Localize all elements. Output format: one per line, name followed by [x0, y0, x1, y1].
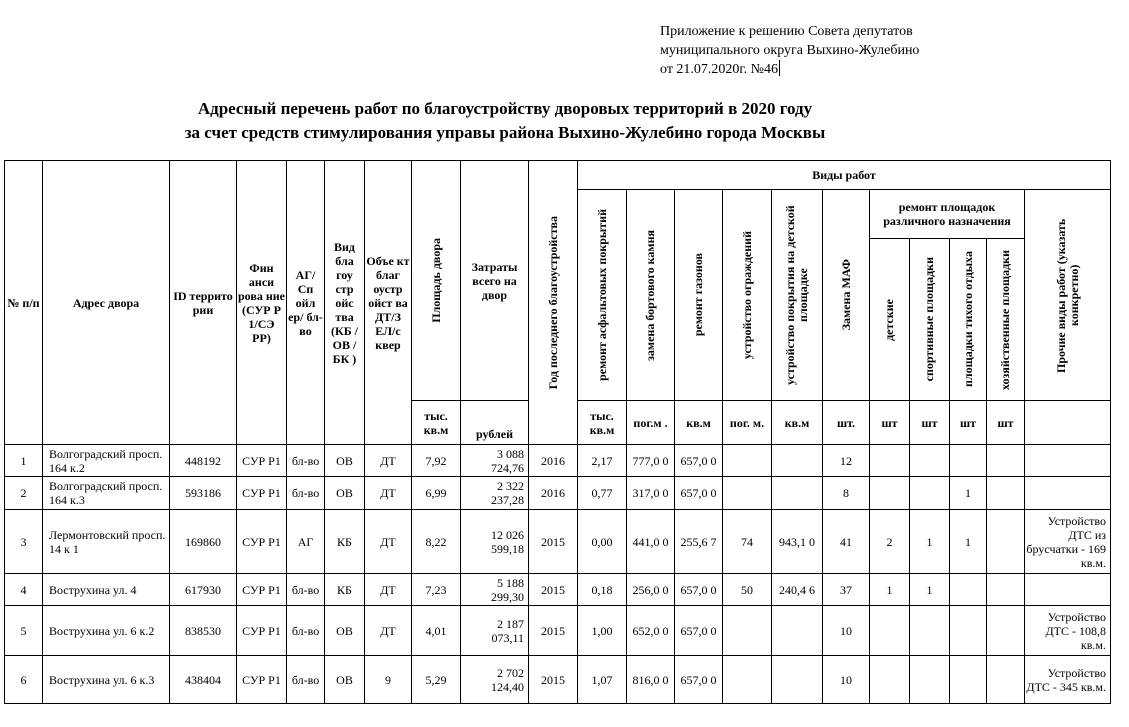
unit-quiet: шт — [950, 401, 987, 445]
cell-cost: 2 187 073,11 — [461, 606, 529, 656]
appendix-line-3 — [660, 60, 919, 79]
cell-finance: СУР Р1 — [237, 606, 287, 656]
text-cursor — [779, 60, 780, 76]
cell-playground-cover — [772, 445, 823, 477]
cell-object: ДТ — [365, 510, 412, 574]
cell-curb: 317,0 0 — [627, 477, 675, 510]
cell-fence — [723, 477, 772, 510]
header-playground-cover — [772, 190, 823, 401]
table-row — [5, 445, 1111, 477]
header-other-text: Прочие виды работ (указать конкретно) — [1053, 217, 1081, 373]
unit-fence: пог. м. — [723, 401, 772, 445]
header-quiet-text: площадки тихого отдыха — [960, 251, 975, 388]
cell-maf: 10 — [823, 606, 870, 656]
cell-num: 4 — [5, 574, 43, 606]
table-row — [5, 574, 1111, 606]
table-row — [5, 656, 1111, 704]
cell-playground-cover: 943,1 0 — [772, 510, 823, 574]
header-curb-text: замена бортового камня — [643, 229, 657, 361]
header-kids — [870, 239, 910, 401]
cell-type: ОВ — [325, 445, 365, 477]
cell-sport — [910, 606, 950, 656]
unit-household: шт — [987, 401, 1025, 445]
cell-kids: 1 — [870, 574, 910, 606]
cell-area: 7,23 — [412, 574, 461, 606]
cell-maf: 8 — [823, 477, 870, 510]
title-line-2: за счет средств стимулирования управы района Выхино-Жулебино города Москвы — [184, 123, 826, 142]
cell-object: ДТ — [365, 606, 412, 656]
cell-num: 6 — [5, 656, 43, 704]
cell-quiet — [950, 574, 987, 606]
cell-num: 5 — [5, 606, 43, 656]
cell-num: 1 — [5, 445, 43, 477]
cell-year: 2016 — [529, 477, 578, 510]
cell-maf: 37 — [823, 574, 870, 606]
appendix-line-2: муниципального округа Выхино-Жулебино — [660, 43, 920, 58]
cell-object: 9 — [365, 656, 412, 704]
cell-address: Волгоградский просп. 164 к.2 — [43, 445, 170, 477]
cell-kids — [870, 477, 910, 510]
cell-quiet — [950, 656, 987, 704]
table-row — [5, 477, 1111, 510]
cell-other — [1025, 477, 1111, 510]
cell-address: Вострухина ул. 6 к.2 — [43, 606, 170, 656]
header-fence — [723, 190, 772, 401]
header-finance: Фин анси рова ние (СУР Р 1/СЭ РР) — [237, 161, 287, 445]
cell-lawn: 657,0 0 — [675, 477, 723, 510]
cell-address: Волгоградский просп. 164 к.3 — [43, 477, 170, 510]
cell-fence — [723, 656, 772, 704]
cell-sport — [910, 445, 950, 477]
works-table — [4, 160, 1111, 704]
cell-type: ОВ — [325, 477, 365, 510]
cell-asphalt: 0,77 — [578, 477, 627, 510]
cell-sport — [910, 656, 950, 704]
appendix-note — [660, 22, 919, 79]
cell-year: 2016 — [529, 445, 578, 477]
header-kids-text: детские — [882, 298, 896, 341]
unit-maf: шт. — [823, 401, 870, 445]
cell-type: КБ — [325, 510, 365, 574]
header-id: ID террито рии — [170, 161, 237, 445]
cell-other — [1025, 574, 1111, 606]
cell-address: Вострухина ул. 6 к.3 — [43, 656, 170, 704]
cell-lawn: 255,6 7 — [675, 510, 723, 574]
cell-kids — [870, 656, 910, 704]
cell-household — [987, 510, 1025, 574]
header-area — [412, 161, 461, 401]
cell-num: 3 — [5, 510, 43, 574]
cell-curb: 256,0 0 — [627, 574, 675, 606]
cell-ag: бл-во — [287, 574, 325, 606]
header-cost: Затраты всего на двор — [461, 161, 529, 401]
cell-id: 438404 — [170, 656, 237, 704]
unit-sport: шт — [910, 401, 950, 445]
cell-cost: 3 088 724,76 — [461, 445, 529, 477]
cell-finance: СУР Р1 — [237, 477, 287, 510]
cell-lawn: 657,0 0 — [675, 656, 723, 704]
cell-object: ДТ — [365, 477, 412, 510]
cell-finance: СУР Р1 — [237, 445, 287, 477]
cell-id: 617930 — [170, 574, 237, 606]
header-lawn-text: ремонт газонов — [691, 253, 705, 337]
header-quiet — [950, 239, 987, 401]
cell-fence — [723, 606, 772, 656]
cell-address: Вострухина ул. 4 — [43, 574, 170, 606]
unit-playground-cover: кв.м — [772, 401, 823, 445]
cell-asphalt: 0,18 — [578, 574, 627, 606]
document-title — [0, 97, 1010, 145]
cell-sport — [910, 477, 950, 510]
cell-lawn: 657,0 0 — [675, 445, 723, 477]
cell-finance: СУР Р1 — [237, 574, 287, 606]
cell-type: ОВ — [325, 656, 365, 704]
cell-quiet: 1 — [950, 510, 987, 574]
header-maf — [823, 190, 870, 401]
cell-finance: СУР Р1 — [237, 510, 287, 574]
title-line-1: Адресный перечень работ по благоустройству дворовых территорий в 2020 году — [197, 99, 813, 118]
cell-other: Устройство ДТС из брусчатки - 169 кв.м. — [1025, 510, 1111, 574]
cell-year: 2015 — [529, 606, 578, 656]
cell-quiet — [950, 445, 987, 477]
cell-object: ДТ — [365, 574, 412, 606]
header-year-text: Год последнего благоустройства — [545, 215, 560, 390]
cell-sport: 1 — [910, 510, 950, 574]
table-row — [5, 606, 1111, 656]
cell-kids — [870, 445, 910, 477]
header-year — [529, 161, 578, 445]
header-sport-text: спортивные площадки — [922, 257, 936, 382]
cell-id: 838530 — [170, 606, 237, 656]
appendix-line-3-text: от 21.07.2020г. №46 — [660, 62, 778, 77]
header-address: Адрес двора — [43, 161, 170, 445]
cell-kids — [870, 606, 910, 656]
cell-household — [987, 574, 1025, 606]
table-body — [5, 445, 1111, 704]
header-asphalt — [578, 190, 627, 401]
cell-address: Лермонтовский просп. 14 к 1 — [43, 510, 170, 574]
cell-area: 7,92 — [412, 445, 461, 477]
cell-curb: 777,0 0 — [627, 445, 675, 477]
cell-id: 593186 — [170, 477, 237, 510]
cell-year: 2015 — [529, 656, 578, 704]
header-object: Объе кт благ оустр ойст ва ДТ/З ЕЛ/с квер — [365, 161, 412, 445]
cell-lawn: 657,0 0 — [675, 574, 723, 606]
header-type: Вид бла гоу стр ойс тва (КБ /ОВ /БК ) — [325, 161, 365, 445]
header-curb — [627, 190, 675, 401]
cell-cost: 2 702 124,40 — [461, 656, 529, 704]
cell-id: 169860 — [170, 510, 237, 574]
cell-finance: СУР Р1 — [237, 656, 287, 704]
cell-cost: 5 188 299,30 — [461, 574, 529, 606]
unit-asphalt: тыс. кв.м — [578, 401, 627, 445]
cell-id: 448192 — [170, 445, 237, 477]
cell-kids: 2 — [870, 510, 910, 574]
cell-ag: АГ — [287, 510, 325, 574]
cell-asphalt: 2,17 — [578, 445, 627, 477]
cell-curb: 816,0 0 — [627, 656, 675, 704]
header-sport — [910, 239, 950, 401]
cell-cost: 2 322 237,28 — [461, 477, 529, 510]
cell-type: КБ — [325, 574, 365, 606]
cell-fence — [723, 445, 772, 477]
cell-maf: 12 — [823, 445, 870, 477]
header-other — [1025, 190, 1111, 401]
cell-maf: 41 — [823, 510, 870, 574]
cell-curb: 652,0 0 — [627, 606, 675, 656]
cell-ag: бл-во — [287, 445, 325, 477]
unit-lawn: кв.м — [675, 401, 723, 445]
cell-asphalt: 0,00 — [578, 510, 627, 574]
cell-area: 4,01 — [412, 606, 461, 656]
header-household — [987, 239, 1025, 401]
cell-area: 8,22 — [412, 510, 461, 574]
cell-other — [1025, 445, 1111, 477]
cell-other: Устройство ДТС - 108,8 кв.м. — [1025, 606, 1111, 656]
header-work-types: Виды работ — [578, 161, 1111, 190]
unit-kids: шт — [870, 401, 910, 445]
header-playground-cover-text: устройство покрытия на детской площадке — [783, 205, 810, 385]
cell-fence: 50 — [723, 574, 772, 606]
cell-asphalt: 1,00 — [578, 606, 627, 656]
cell-curb: 441,0 0 — [627, 510, 675, 574]
cell-playground-cover — [772, 656, 823, 704]
cell-other: Устройство ДТС - 345 кв.м. — [1025, 656, 1111, 704]
header-ag: АГ/ Сп ойл ер/ бл-во — [287, 161, 325, 445]
cell-year: 2015 — [529, 510, 578, 574]
cell-household — [987, 445, 1025, 477]
cell-object: ДТ — [365, 445, 412, 477]
header-maf-text: Замена МАФ — [838, 259, 853, 331]
cell-playground-cover — [772, 477, 823, 510]
cell-ag: бл-во — [287, 606, 325, 656]
header-lawn — [675, 190, 723, 401]
cell-year: 2015 — [529, 574, 578, 606]
unit-area: тыс. кв.м — [412, 401, 461, 445]
cell-sport: 1 — [910, 574, 950, 606]
appendix-line-1: Приложение к решению Совета депутатов — [660, 24, 913, 39]
cell-fence: 74 — [723, 510, 772, 574]
cell-household — [987, 656, 1025, 704]
cell-household — [987, 606, 1025, 656]
header-asphalt-text: ремонт асфальтовых покрытий — [594, 209, 609, 381]
cell-quiet: 1 — [950, 477, 987, 510]
cell-ag: бл-во — [287, 477, 325, 510]
table-row — [5, 510, 1111, 574]
header-area-text: Площадь двора — [428, 238, 443, 323]
unit-curb: пог.м . — [627, 401, 675, 445]
cell-ag: бл-во — [287, 656, 325, 704]
cell-household — [987, 477, 1025, 510]
header-num: № п/п — [5, 161, 43, 445]
cell-maf: 10 — [823, 656, 870, 704]
cell-cost: 12 026 599,18 — [461, 510, 529, 574]
cell-quiet — [950, 606, 987, 656]
cell-playground-cover: 240,4 6 — [772, 574, 823, 606]
header-household-text: хозяйственные площадки — [998, 249, 1012, 390]
cell-playground-cover — [772, 606, 823, 656]
cell-lawn: 657,0 0 — [675, 606, 723, 656]
unit-other — [1025, 401, 1111, 445]
cell-area: 5,29 — [412, 656, 461, 704]
cell-type: ОВ — [325, 606, 365, 656]
header-fence-text: устройство ограждений — [739, 230, 754, 360]
cell-area: 6,99 — [412, 477, 461, 510]
header-sites-group: ремонт площадок различного назначения — [870, 190, 1025, 239]
unit-cost: рублей — [461, 401, 529, 445]
cell-asphalt: 1,07 — [578, 656, 627, 704]
cell-num: 2 — [5, 477, 43, 510]
